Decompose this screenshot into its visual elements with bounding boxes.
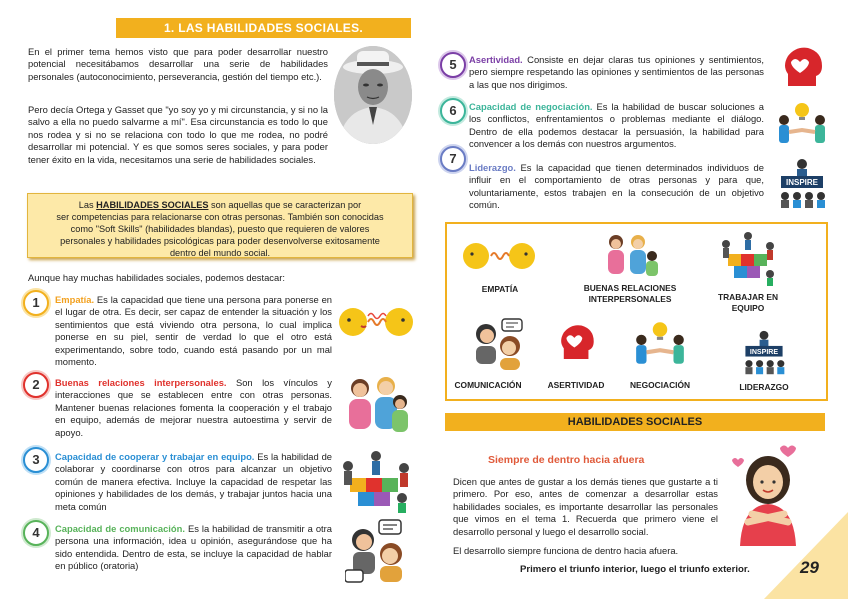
ortega-portrait: [333, 45, 413, 145]
inspire-sign: INSPIRE: [785, 178, 819, 187]
section-title: HABILIDADES SOCIALES: [567, 416, 703, 428]
brain-heart-icon: [555, 320, 599, 368]
definition-post: son aquellas que se caracterizan por: [208, 200, 362, 210]
handshake-lightbulb-icon: [632, 318, 688, 368]
page-number: 29: [800, 558, 819, 577]
teamwork-icon: [720, 230, 776, 286]
definition-line-3: como "Soft Skills" (habilidades blandas), puesto que requieren de valores: [70, 224, 370, 234]
liderazgo-illustration: [775, 158, 829, 210]
conversation-icon: [345, 518, 411, 584]
number-badge-1: 1: [23, 290, 49, 316]
empathy-icon: [462, 236, 536, 276]
comunicacion-illustration: [345, 518, 411, 584]
grid-negociacion-icon: [632, 318, 688, 368]
asertividad-illustration: [778, 44, 828, 94]
empathy-heads-icon: [337, 300, 415, 346]
grid-comunicacion-icon: [470, 318, 526, 370]
definition-line-5: dentro del mundo social.: [169, 248, 271, 258]
item-negociacion-heading: Capacidad de negociación.: [469, 101, 593, 112]
body-paragraph-1: Dicen que antes de gustar a los demás tienes que gustarte a ti primero. Por eso, antes de comenzar a desarrollar estas habilidades sociales, es importante desarrollar las personales que vimos en el tema 1. Recuerda que primero viene el desarrollo personal y luego el desarrollo social.: [453, 476, 718, 537]
number-badge-2: 2: [23, 372, 49, 398]
leader-inspire-icon: [775, 158, 829, 210]
item-liderazgo-text: Es la capacidad que tienen determinados individuos de influir en el comportamiento de otras personas y para que, voluntariamente, estos trabajen en la consecución de un objetivo común.: [469, 162, 764, 211]
grid-empatia-icon: [462, 236, 536, 276]
grid-label-negociacion: NEGOCIACIÓN: [629, 380, 691, 390]
grid-label-empatia: EMPATÍA: [481, 284, 519, 294]
item-equipo-text: Es la habilidad de colaborar y coordinarse con otros para alcanzar un objetivo común de manera efectiva. Incluye la capacidad de respetar las opiniones y habilidades de los demás, y trabajar juntos hacia una meta común: [55, 451, 332, 512]
friends-icon: [600, 232, 660, 278]
grid-liderazgo-icon: [740, 330, 788, 376]
item-asertividad: [469, 54, 764, 91]
negociacion-illustration: [775, 100, 829, 146]
grid-asertividad-icon: [555, 320, 599, 368]
item-relaciones-heading: Buenas relaciones interpersonales.: [55, 377, 227, 388]
portrait-icon: [333, 45, 413, 145]
item-relaciones: [55, 377, 332, 439]
relaciones-illustration: [340, 372, 412, 436]
definition-line-4: personales y habilidades psicológicas para poder desenvolverse exitosamente: [60, 236, 380, 246]
grid-inspire-sign: INSPIRE: [749, 348, 779, 356]
item-liderazgo: [469, 162, 764, 212]
section-title-bar: [445, 413, 825, 431]
item-comunicacion-text: Es la habilidad de transmitir a otra persona una información, idea u opinión, asegurándose que ha sido entendida. Dentro de esta, se incluye la capacidad de hablar en público (oratoria): [55, 523, 332, 572]
sub-title: Siempre de dentro hacia afuera: [488, 454, 645, 466]
left-title-bar: [116, 18, 411, 38]
item-asertividad-text: Consiste en dejar claras tus opiniones y sentimientos, pero siempre respetando las opiniones y sentimientos de las personas a las que nos dirigimos.: [469, 54, 764, 90]
definition-line-2: ser competencias para relacionarse con otras personas. También son conocidas: [56, 212, 384, 222]
body-paragraph-2: El desarrollo siempre funciona de dentro hacia afuera.: [453, 545, 679, 556]
item-negociacion: [469, 101, 764, 151]
definition-line-1: [36, 199, 404, 211]
lead-text: Aunque hay muchas habilidades sociales, podemos destacar:: [28, 272, 285, 283]
grid-equipo-icon: [720, 230, 776, 286]
item-empatia: [55, 294, 332, 368]
grid-label-buenas-2: INTERPERSONALES: [588, 294, 672, 304]
corner-triangle: [764, 512, 848, 599]
item-equipo-heading: Capacidad de cooperar y trabajar en equipo.: [55, 451, 255, 462]
grid-label-buenas-1: BUENAS RELACIONES: [583, 283, 677, 293]
left-title: 1. LAS HABILIDADES SOCIALES.: [163, 21, 364, 35]
number-badge-7: 7: [440, 146, 466, 172]
item-equipo: [55, 451, 332, 513]
definition-term: HABILIDADES SOCIALES: [96, 200, 209, 210]
intro-paragraph-2: Pero decía Ortega y Gasset que "yo soy yo y mi circunstancia, y si no la salvo a ella no puedo salvarme a mí". Esa circunstancia es todo lo que nos rodea y si no se relaciona con todo lo que me rodea, no podré desarrollar mi potencial. Y es que somos seres sociales, y para poder tener éxito en la vida, necesitamos una serie de habilidades sociales.: [28, 104, 328, 165]
brain-heart-icon: [778, 44, 828, 94]
item-negociacion-text: Es la habilidad de buscar soluciones a los conflictos, enfrentamientos o problemas mediante el diálogo. Dentro de ella podemos destacar la persuasión, la habilidad para convencer a los demás con nuestros argumentos.: [469, 101, 764, 150]
item-relaciones-text: Son los vínculos y interacciones que se establecen entre con otras personas. Mantener buenas relaciones fomenta la cooperación y el trabajo en equipo, además de mejorar nuestra autoestima y servir de apoyo.: [55, 377, 332, 438]
handshake-lightbulb-icon: [775, 100, 829, 146]
grid-label-asertividad: ASERTIVIDAD: [547, 380, 605, 390]
grid-label-trabajar-1: TRABAJAR EN: [717, 292, 779, 302]
item-comunicacion-heading: Capacidad de comunicación.: [55, 523, 185, 534]
number-badge-4: 4: [23, 520, 49, 546]
definition-pre: Las: [78, 200, 97, 210]
definition-box: [27, 193, 413, 258]
grid-label-liderazgo: LIDERAZGO: [739, 382, 789, 392]
grid-label-comunicacion: COMUNICACIÓN: [454, 380, 522, 390]
number-badge-3: 3: [23, 447, 49, 473]
grid-label-trabajar-2: EQUIPO: [731, 303, 765, 313]
team-puzzle-icon: [340, 448, 412, 514]
item-asertividad-heading: Asertividad.: [469, 54, 523, 65]
grid-relaciones-icon: [600, 232, 660, 278]
closing-line: Primero el triunfo interior, luego el triunfo exterior.: [520, 564, 750, 575]
number-badge-6: 6: [440, 98, 466, 124]
number-badge-5: 5: [440, 52, 466, 78]
item-comunicacion: [55, 523, 332, 573]
item-empatia-text: Es la capacidad que tiene una persona para ponerse en el lugar de otra. Es decir, ser capaz de entender la situación y los sentimientos que está viviendo otra persona, lo cual implica ponerse en su piel, sentir de verdad lo que el otro está experimentando, sobre todo, cuando está pasando por un mal momento.: [55, 294, 332, 368]
equipo-illustration: [340, 448, 412, 514]
intro-paragraph-1: En el primer tema hemos visto que para poder desarrollar nuestro potencial necesitábamos desarrollar una serie de habilidades personales (autoconocimiento, perseverancia, gestión del tiempo etc.).: [28, 46, 328, 82]
communication-icon: [470, 318, 526, 370]
item-empatia-heading: Empatía.: [55, 294, 95, 305]
friends-group-icon: [340, 372, 412, 436]
leader-icon: [740, 330, 788, 376]
item-liderazgo-heading: Liderazgo.: [469, 162, 516, 173]
empatia-illustration: [337, 300, 415, 346]
